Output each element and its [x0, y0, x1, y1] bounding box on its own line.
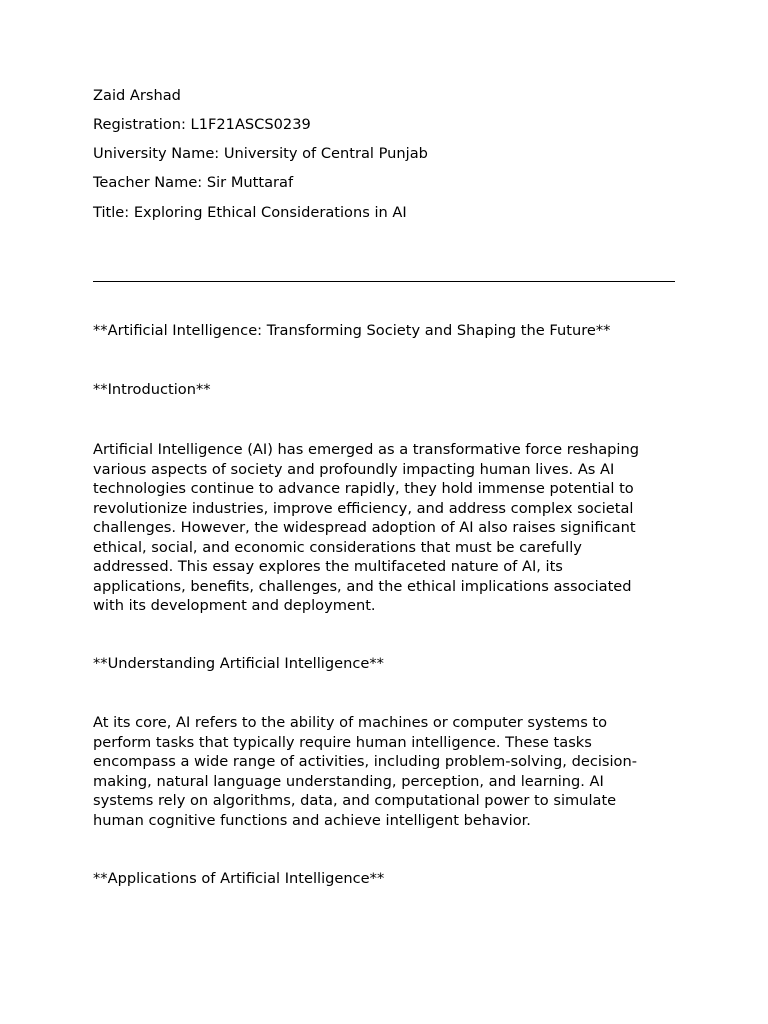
university-line: University Name: University of Central Punjab	[93, 145, 428, 162]
essay-main-heading: **Artificial Intelligence: Transforming Society and Shaping the Future**	[93, 322, 611, 339]
understanding-heading: **Understanding Artificial Intelligence**	[93, 655, 384, 672]
introduction-paragraph: Artificial Intelligence (AI) has emerged as a transformative force reshaping various aspects of society and profoundly impacting human lives. As AI technologies continue to advance rapidly, they hold immense potential to revolutionize industries, improve efficiency, and address complex societal challenges. However, the widespread adoption of AI also raises significant ethical, social, and economic considerations that must be carefully addressed. This essay explores the multifaceted nature of AI, its applications, benefits, challenges, and the ethical implications associated with its development and deployment.	[93, 441, 639, 614]
introduction-heading: **Introduction**	[93, 381, 211, 398]
registration-line: Registration: L1F21ASCS0239	[93, 116, 311, 133]
horizontal-divider	[93, 281, 675, 282]
understanding-paragraph: At its core, AI refers to the ability of machines or computer systems to perform tasks that typically require human intelligence. These tasks encompass a wide range of activities, including problem-solving, decision- making, natural language understanding, perception, and learning. AI systems rely on algorithms, data, and computational power to simulate human cognitive functions and achieve intelligent behavior.	[93, 714, 637, 829]
applications-heading: **Applications of Artificial Intelligence**	[93, 870, 385, 887]
teacher-line: Teacher Name: Sir Muttaraf	[93, 174, 294, 191]
author-name: Zaid Arshad	[93, 87, 181, 104]
title-line: Title: Exploring Ethical Considerations in AI	[93, 204, 407, 221]
